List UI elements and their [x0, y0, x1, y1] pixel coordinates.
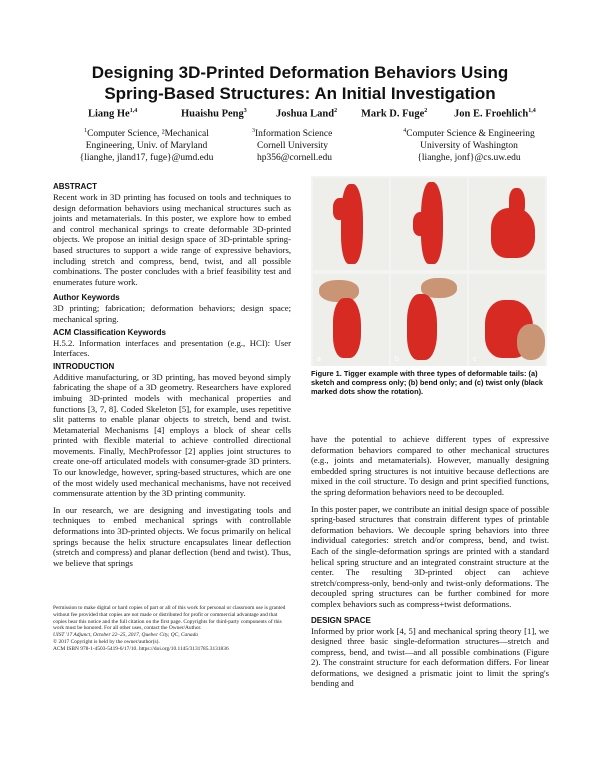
abstract-heading: ABSTRACT	[53, 182, 97, 191]
photo-c-before	[469, 178, 545, 270]
affiliation-uw: $^4$Computer Science & Engineering University of Washington {lianghe, jonf}@cs.uw.edu	[403, 128, 535, 164]
author-2: Huaishu Peng$^3$	[181, 108, 247, 120]
photo-b-after: b	[391, 274, 467, 366]
photo-b-before	[391, 178, 467, 270]
left-column	[53, 182, 291, 574]
paper-title	[0, 62, 600, 104]
keywords-text: 3D printing; fabrication; deformation behaviors; design space; mechanical spring.	[53, 303, 291, 324]
figure-caption: Figure 1. Tigger example with three types of deformable tails: (a) sketch and compress only; (b) bend only; and (c) twist only (black marked dots show the rotation).	[311, 369, 544, 397]
author-3: Joshua Land$^2$	[276, 108, 338, 120]
abstract-text: Recent work in 3D printing has focused on tools and techniques to design deformation behaviors using mechanical structures such as joints and metamaterials. In this poster, we explore how to embed and control mechanical springs to create deformable 3D-printed objects. We propose an initial design space of 3D-printable spring-based structures to support a wide range of expressive behaviors, including stretch and compress, bend, twist, and all possible combinations. The poster concludes with a brief feasibility test and enumerates future work.	[53, 192, 291, 287]
title-line-1: Designing 3D-Printed Deformation Behaviors Using	[91, 63, 509, 82]
acm-heading: ACM Classification Keywords	[53, 327, 166, 337]
right-column	[311, 434, 549, 695]
author-4: Mark D. Fuge$^2$	[361, 108, 428, 120]
photo-c-after: c	[469, 274, 545, 366]
right-paragraph-1: have the potential to achieve different types of expressive deformation behaviors compared to other mechanical structures (e.g., joints and metamaterials). However, manually designing embedded spring structures is not intuitive because deflections are mixed in the coil structure. To design and print specified functions, the spring deformation behaviors need to be decoupled.	[311, 434, 549, 497]
keywords-heading: Author Keywords	[53, 293, 120, 303]
introduction-paragraph-2: In our research, we are designing and investigating tools and techniques to embed mechanical springs with controllable deformations into 3D-printed objects. We focus primarily on helical springs because the helix structure encapsulates linear deflection (stretch and compress) and planar deflection (bend and twist). Thus, we believe that springs	[53, 504, 291, 568]
figure-tigger-photos	[311, 176, 547, 366]
affiliation-cornell: $^3$Information Science Cornell University hp356@cornell.edu	[252, 128, 333, 164]
affiliation-umd: $^1$Computer Science, ²Mechanical Engineering, Univ. of Maryland {lianghe, jland17, fuge}@umd.edu	[79, 128, 214, 164]
introduction-heading: INTRODUCTION	[53, 361, 115, 371]
title-line-2: Spring-Based Structures: An Initial Investigation	[104, 84, 496, 103]
design-space-paragraph: Informed by prior work [4, 5] and mechanical spring theory [1], we designed three basic single-deformation structures—stretch and compress, bend, and twist—and all possible combinations (Figure 2). The constraint structure for each deformation differs. For linear deformations, we designed a prismatic joint to limit the spring's bending and	[311, 625, 549, 689]
author-1: Liang He$^{1,4}$	[88, 108, 138, 120]
copyright-footnote: Permission to make digital or hard copies of part or all of this work for personal or classroom use is granted without fee provided that copies are not made or distributed for profit or commercial advantage and that copies bear this notice and the full citation on the first page. Copyrights for third-party components of this work must be honored. For all other uses, contact the Owner/Author. UIST '17 Adjunct, October 22–25, 2017, Quebec City, QC, Canada © 2017 Copyright is held by the owner/author(s). ACM ISBN 978-1-4503-5419-6/17/10. https://doi.org/10.1145/3131785.3131836	[53, 605, 286, 652]
design-space-heading: DESIGN SPACE	[311, 615, 371, 625]
photo-a-before	[313, 178, 389, 270]
introduction-paragraph-1: Additive manufacturing, or 3D printing, has moved beyond simply fabricating the shape of a 3D geometry. Researchers have explored imbuing 3D-printed models with mechanical properties and functions [3, 7, 8]. Coded Skeleton [5], for example, uses repetitive slit patterns to enable planar objects to stretch, bend and twist. Metamaterial Mechanisms [4] employs a block of shear cells printed with flexible material to achieve controlled directional movements. Finally, MechProfessor [2] applies joint structures to create one-off articulated models with consumer-grade 3D printers. To our knowledge, however, spring-based structures, which are one of the most widely used mechanical mechanisms, have not received commensurate attention by the 3D printing community.	[53, 371, 291, 499]
author-5: Jon E. Froehlich$^{1,4}$	[454, 108, 536, 120]
photo-a-after: a	[313, 274, 389, 366]
right-paragraph-2: In this poster paper, we contribute an initial design space of possible spring-based structures that constrain different types of printable deformation behaviors. We decouple spring behaviors into three individual categories: stretch and/or compress, bend, and twist. Each of the single-deformation springs are printed with a standard helical spring structure and an integrated constraint structure at the center. The resulting 3D-printed object can achieve stretch/compress-only, bend-only and twist-only deformations. The decoupled spring structures can be further combined for more complex behaviors such as compress+twist deformations.	[311, 503, 549, 609]
acm-text: H.5.2. Information interfaces and presentation (e.g., HCI): User Interfaces.	[53, 337, 291, 359]
